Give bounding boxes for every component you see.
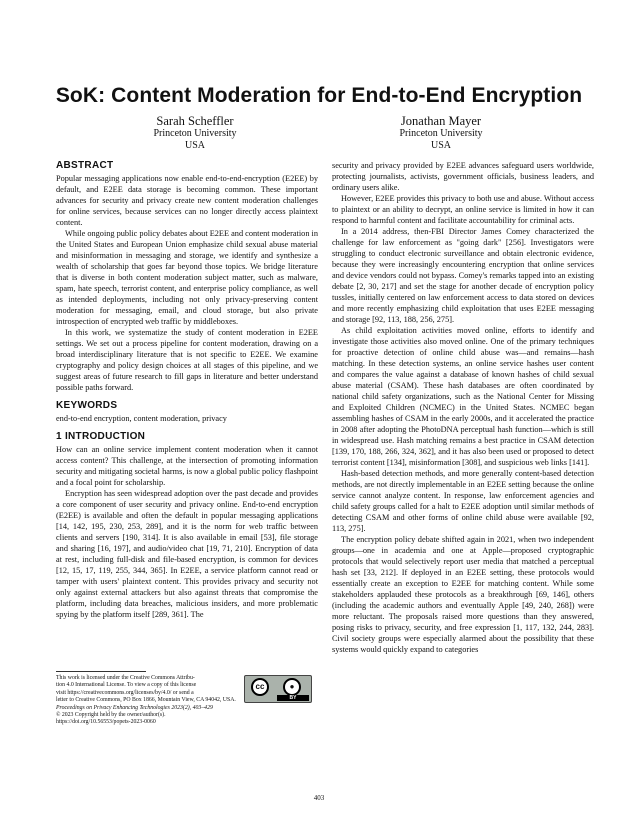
author-affiliation: Princeton University — [153, 127, 237, 139]
license-line: letter to Creative Commons, PO Box 1866, Mountain View, CA 94042, USA. — [56, 697, 236, 704]
abstract-paragraph: While ongoing public policy debates about E2EE and content moderation in the United States and European Union emphasize child sexual abuse material and misinformation in messaging and storage, we identify and synthesize a wealth of scholarship that goes far beyond those topics. We bridge literature that is diverse in both content moderation subject matter, such as malware, spam, hate speech, terrorist content, and enterprise policy compliance, as well as intended deployments, including not only privacy-preserving content moderation for messaging, email, and cloud storage, but also private introspection of encrypted web traffic by middleboxes. — [56, 229, 318, 326]
page-number: 403 — [313, 794, 325, 802]
license-text — [56, 675, 236, 697]
doi-link[interactable]: https://doi.org/10.56553/popets-2023-0060 — [56, 719, 156, 726]
intro-paragraph: security and privacy provided by E2EE advances safeguard users worldwide, protecting journalists, activists, government officials, business leaders, and ordinary users alike. — [332, 161, 594, 192]
author-block — [341, 115, 541, 153]
copyright-line: © 2023 Copyright held by the owner/author(s). — [56, 712, 166, 719]
proceedings-line: Proceedings on Privacy Enhancing Technologies 2023(2), 403–429 — [56, 704, 213, 711]
author-name: Jonathan Mayer — [400, 114, 482, 128]
introduction-heading: 1 INTRODUCTION — [56, 431, 146, 442]
intro-paragraph: Hash-based detection methods, and more generally content-based detection methods, are not directly implementable in an E2EE setting because the online service cannot analyze content. In response, law enforcement agencies and child safety groups called for a halt to E2EE adoption until similar methods of detecting CSAM and other forms of online child abuse were available [92, 113, 275]. — [332, 469, 594, 533]
keywords-text: end-to-end encryption, content moderation, privacy — [56, 414, 227, 423]
cc-by-label: BY — [277, 695, 309, 701]
author-affiliation: Princeton University — [399, 127, 483, 139]
abstract-heading: ABSTRACT — [56, 160, 114, 171]
abstract-paragraph: In this work, we systematize the study of content moderation in E2EE settings. We set out a process pipeline for content moderation, drawing on a broad interdisciplinary literature that is not specific to E2EE. We examine cryptography and policy design choices at all stages of this pipeline, and we suggest areas of future research to fill gaps in literature and better understand possible paths forward. — [56, 328, 318, 392]
intro-paragraph: In a 2014 address, then-FBI Director James Comey characterized the challenge for law enforcement as "going dark" [256]. Investigators were struggling to conduct electronic surveillance and obtain electronic evidence, because they were increasingly encountering encryption that online services and device vendors could not bypass. Comey's remarks tapped into an existing debate [2, 30, 217] and set the stage for another decade of encryption policy tussles, initially centered on law enforcement access to data stored on devices and more recently emphasizing child exploitation that uses E2EE messaging and storage [92, 113, 188, 256, 275]. — [332, 227, 594, 324]
author-name: Sarah Scheffler — [156, 114, 234, 128]
left-column — [56, 160, 318, 620]
license-line[interactable]: visit https://creativecommons.org/licenses/by/4.0/ or send a — [56, 689, 194, 696]
license-line: tion 4.0 International License. To view a copy of this license — [56, 682, 197, 689]
author-country: USA — [430, 140, 451, 151]
keywords-heading: KEYWORDS — [56, 400, 118, 411]
license-footnote — [56, 671, 318, 727]
intro-paragraph: The encryption policy debate shifted again in 2021, when two independent groups—one in academia and one at Apple—proposed cryptographic protocols that would selectively report user media that matched a perceptual hash set [33, 212]. If deployed in an E2EE setting, these protocols would essentially create an exception to E2EE for matching content. While some stakeholders applauded these protocols as a breakthrough [69, 146], others (including the academic authors and eventually Apple [49, 240, 268]) were more reluctant. The proposals raised more questions than they answered, posing risks to privacy, security, and free expression [1, 117, 132, 244, 283]. Civil society groups were especially alarmed about the possibility that these systems would quickly expand to categories — [332, 535, 594, 654]
footnote-rule — [56, 671, 146, 672]
intro-paragraph: Encryption has seen widespread adoption over the past decade and provides a core component of user security and privacy online. End-to-end encryption (E2EE) is available and often the default in popular messaging applications [14, 142, 195, 230, 253, 289], and it is the norm for web traffic between clients and servers [190, 314]. It is also available in email [53], file storage and sharing [16, 197], and audio/video chat [19, 71, 210]. Encryption of data at rest, including full-disk and file-based encryption, is common for devices [12, 15, 17, 119, 255, 344, 365]. In E2EE, a service platform cannot read or tamper with users' plaintext content. This provides privacy and security not only against external attackers but also against threats that compromise the platform, including data breaches, malicious insiders, and more problematic spying by the platform itself [289, 361]. The — [56, 489, 318, 619]
intro-paragraph: As child exploitation activities moved online, efforts to identify and investigate those activities also moved online. One of the primary techniques for proactive detection of online child abuse was—and remains—hash matching. In these detection systems, an online service hashes user content and compares the value against a database of known hashes of child sexual abuse material (CSAM). These hash databases are often coordinated by national child safety organizations, such as the National Center for Missing and Exploited Children (NCMEC) in the United States. NCMEC began assembling hashes of CSAM in the early 2000s, and it accelerated the practice in 2008 after adopting the PhotoDNA perceptual hash function—which is still in widespread use. Hash matching remains a best practice in CSAM detection [139, 170, 188, 266, 324, 362], and it has also been used or proposed to detect terrorist content [134], misinformation [308], and suspicious web links [141]. — [332, 326, 594, 467]
right-column — [332, 160, 594, 655]
cc-by-badge — [244, 675, 312, 703]
cc-logo-icon: cc — [251, 678, 269, 696]
author-block — [95, 115, 295, 153]
paper-title: SoK: Content Moderation for End-to-End Encryption — [55, 84, 583, 107]
license-line: This work is licensed under the Creative Commons Attribu- — [56, 675, 195, 681]
attribution-person-icon: ● — [283, 678, 301, 696]
abstract-paragraph: Popular messaging applications now enable end-to-end-encryption (E2EE) by default, and E2EE data storage is becoming common. These important advances for security and privacy create new content moderation challenges for online services, because services can no longer directly access plaintext content. — [56, 174, 318, 227]
intro-paragraph: How can an online service implement content moderation when it cannot access content? This challenge, at the intersection of promoting information security and mitigating societal harms, is now a global public policy flashpoint and a focal point for scholarship. — [56, 445, 318, 487]
author-country: USA — [184, 140, 205, 151]
intro-paragraph: However, E2EE provides this privacy to both use and abuse. Without access to plaintext or an ability to decrypt, an online service is limited in how it can respond to harmful content and facilitate accountability for criminal acts. — [332, 194, 594, 225]
